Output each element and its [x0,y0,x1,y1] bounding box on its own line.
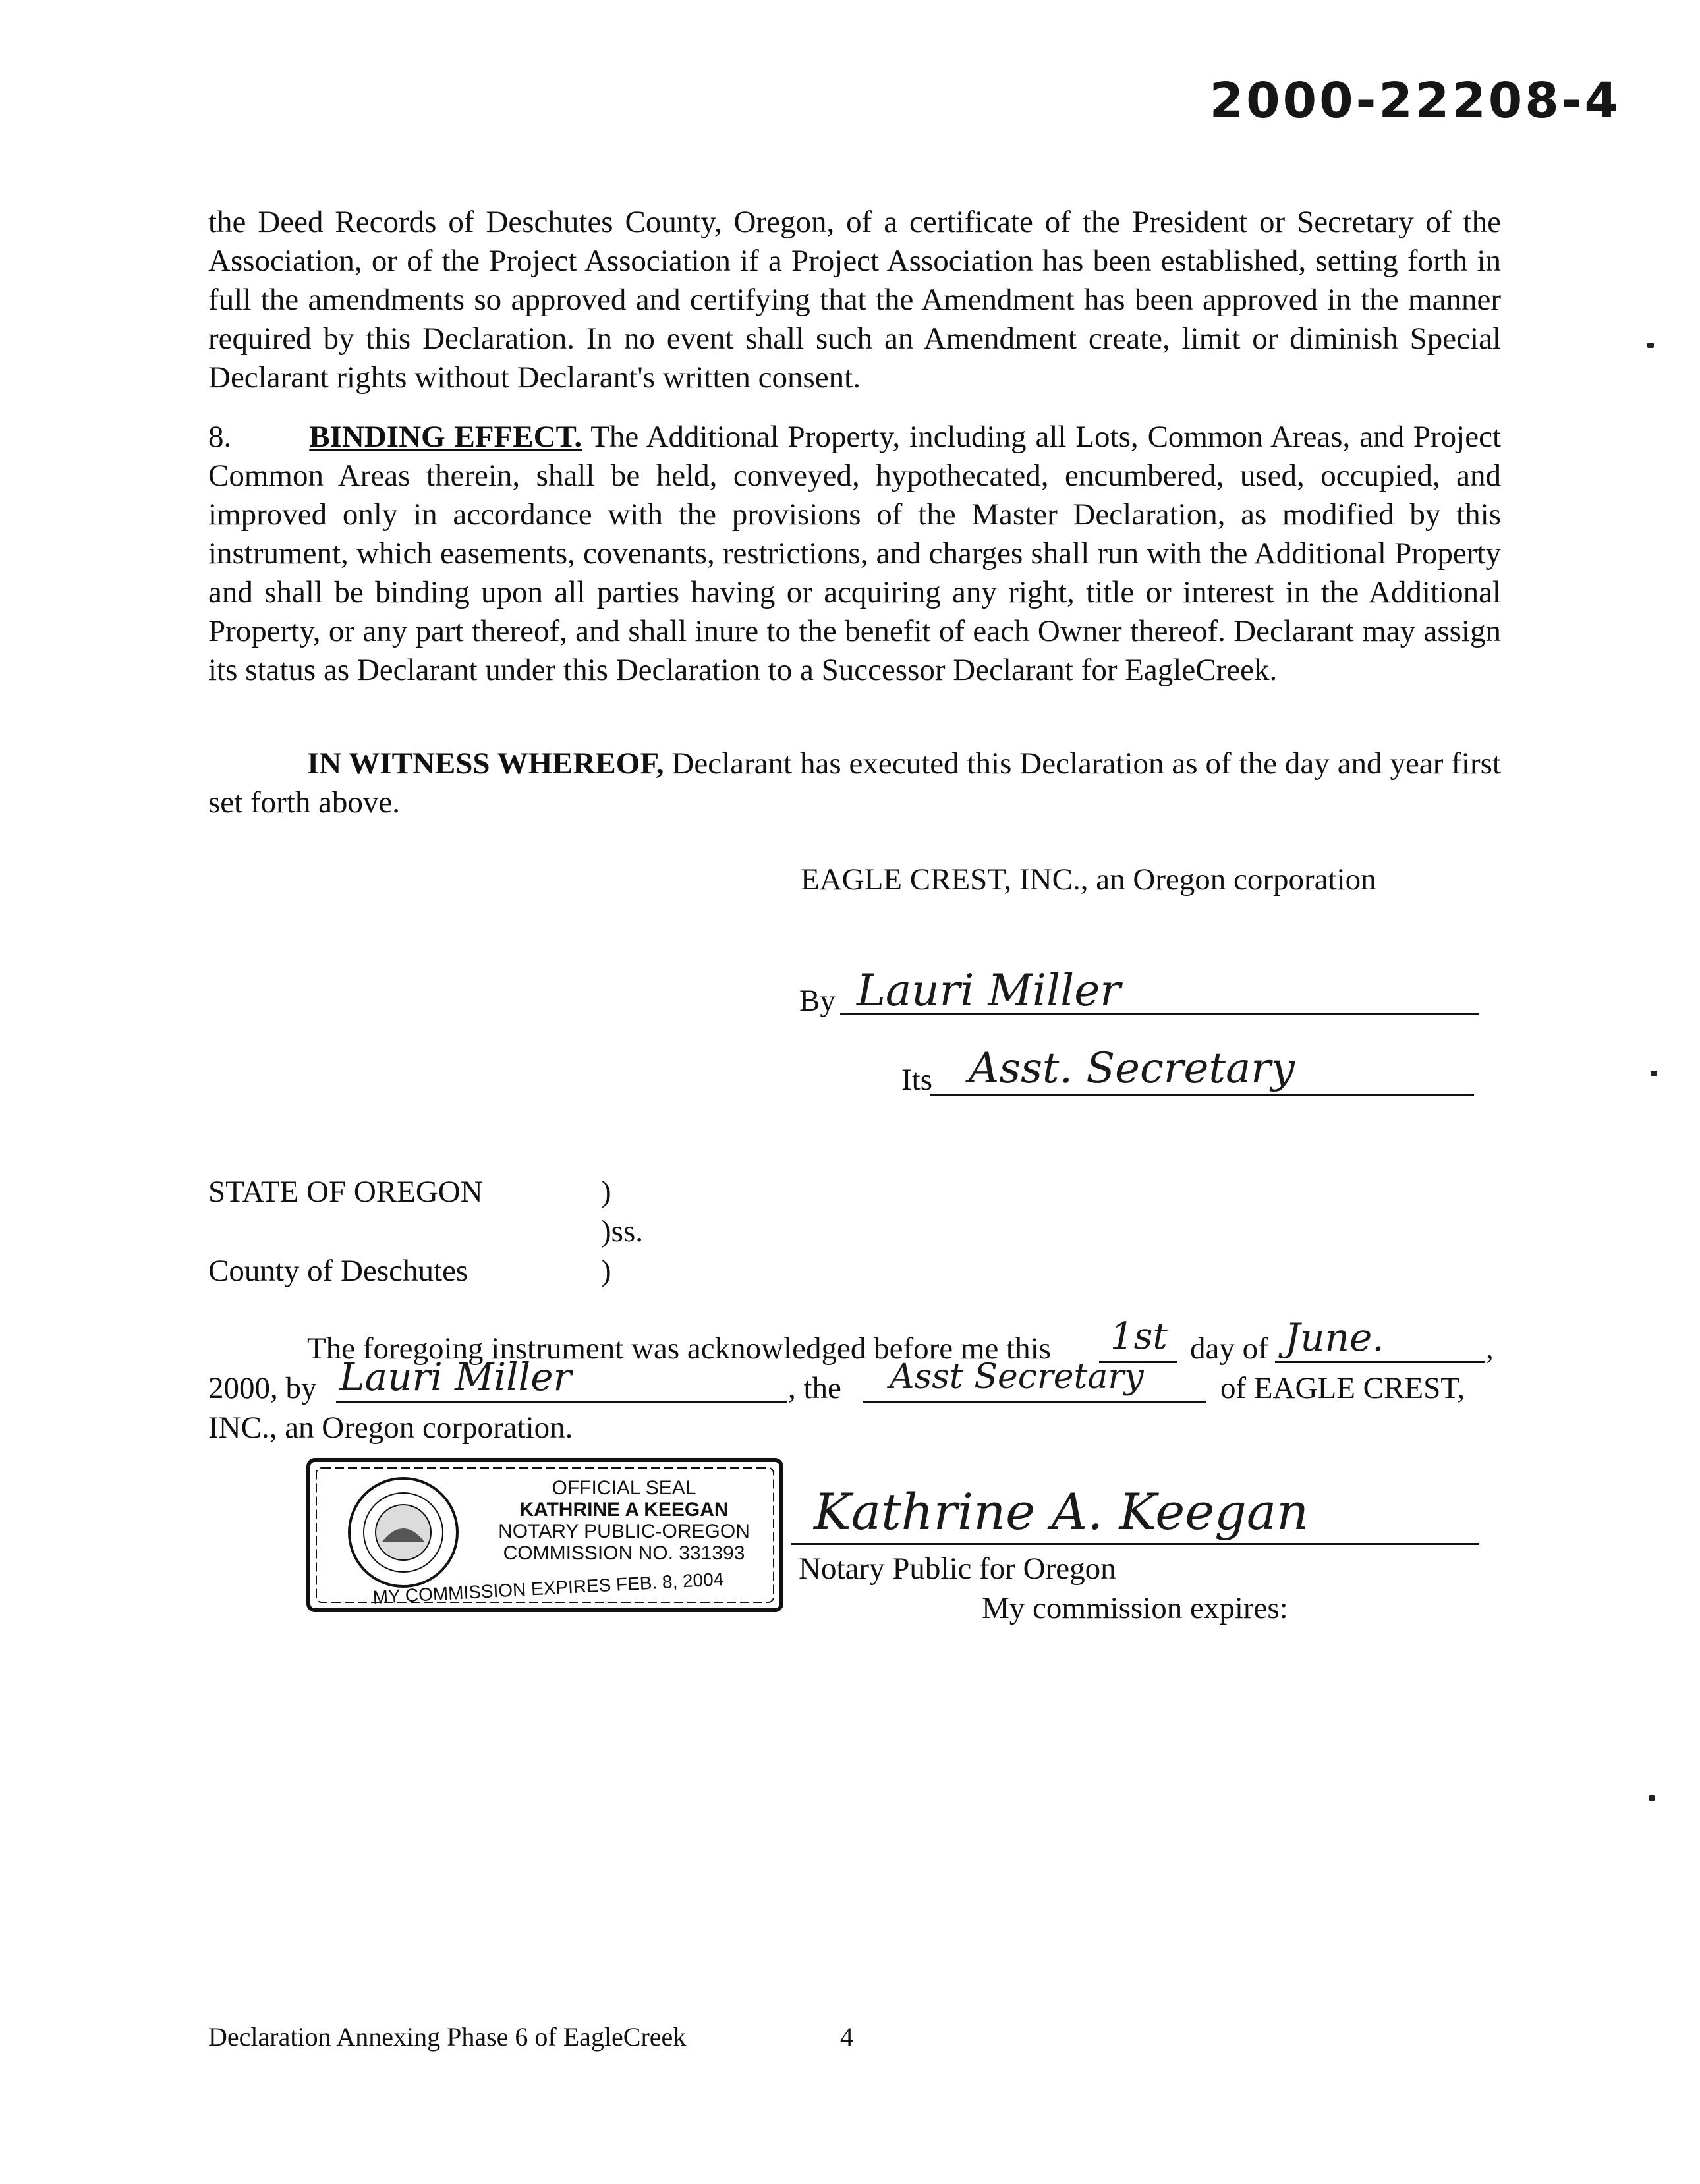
seal-text-block [482,1477,766,1564]
ack-comma: , [1486,1331,1494,1366]
seal-line-2: KATHRINE A KEEGAN [519,1499,729,1521]
notary-seal [304,1456,785,1614]
ack-the: , the [788,1371,841,1405]
its-signature-line [930,1094,1474,1096]
section-binding-effect [208,418,1501,690]
ack-part2: day of [1190,1331,1268,1366]
venue-ss: )ss. [601,1214,643,1248]
witness-clause-paragraph [208,744,1501,822]
section-binding-effect-paragraph [208,418,1501,690]
ack-name-handwritten: Lauri Miller [339,1355,572,1399]
notary-signature: Kathrine A. Keegan [814,1482,1309,1541]
seal-line-4: COMMISSION NO. 331393 [503,1542,745,1564]
section-number: 8. [208,420,232,454]
venue-county: County of Deschutes [208,1254,468,1288]
paragraph-amendment [208,203,1501,397]
document-number: 2000-22208-4 [1209,72,1621,129]
witness-lead: IN WITNESS WHEREOF, [307,746,664,781]
scan-mark [1651,1071,1657,1076]
section-heading: BINDING EFFECT. [309,420,582,454]
its-label: Its [901,1063,932,1097]
commission-expires-label: My commission expires: [982,1591,1288,1625]
by-label: By [799,984,836,1018]
ack-month-handwritten: June. [1285,1315,1384,1360]
scan-mark [1647,343,1654,348]
its-signature: Asst. Secretary [969,1044,1295,1093]
seal-line-3: NOTARY PUBLIC-OREGON [498,1521,750,1542]
ack-title-handwritten: Asst Secretary [890,1357,1144,1397]
ack-line3: INC., an Oregon corporation. [208,1411,573,1445]
footer-page-number: 4 [840,2022,853,2052]
notary-signature-line [791,1543,1479,1545]
signature-company: EAGLE CREST, INC., an Oregon corporation [801,862,1376,897]
ack-day-handwritten: 1st [1110,1315,1168,1358]
notary-label: Notary Public for Oregon [799,1552,1116,1586]
ack-name-line [336,1401,787,1403]
venue-state: STATE OF OREGON [208,1175,483,1209]
by-signature: Lauri Miller [857,965,1121,1016]
ack-month-line [1275,1361,1485,1363]
footer-title: Declaration Annexing Phase 6 of EagleCreek [208,2022,687,2052]
ack-year-by: 2000, by [208,1371,317,1405]
witness-clause [208,744,1501,822]
section-text: The Additional Property, including all Lots, Common Areas, and Project Common Areas therein, shall be held, conveyed, hypothecated, encumbered, used, occupied, and improved only in accordance with the provisions of the Master Declaration, as modified by this instrument, which easements, covenants, restrictions, and charges shall run with the Additional Property and shall be binding upon all parties having or acquiring any right, title or interest in the Additional Property, or any part thereof, and shall inure to the benefit of each Owner thereof. Declarant may assign its status as Declarant under this Declaration to a Successor Declarant for EagleCreek. [208,420,1502,687]
ack-of-company: of EAGLE CREST, [1220,1371,1465,1405]
scan-mark [1649,1795,1655,1801]
seal-line-1: OFFICIAL SEAL [552,1477,696,1499]
paragraph-amendment-text: the Deed Records of Deschutes County, Oregon, of a certificate of the President or Secretary of the Association, or of the Project Association if a Project Association has been established, setting forth in full the amendments so approved and certifying that the Amendment has been approved in the manner required by this Declaration. In no event shall such an Amendment create, limit or diminish Special Declarant rights without Declarant's written consent. [208,205,1501,395]
seal-line-5: MY COMMISSION EXPIRES FEB. 8, 2004 [372,1569,725,1608]
venue-paren-top: ) [601,1175,611,1209]
ack-title-line [863,1401,1206,1403]
witness-text: Declarant has executed this Declaration as of the day and year first set forth above. [208,746,1501,820]
ack-part1: The foregoing instrument was acknowledged before me this [307,1331,1051,1366]
venue-paren-bottom: ) [601,1254,611,1288]
